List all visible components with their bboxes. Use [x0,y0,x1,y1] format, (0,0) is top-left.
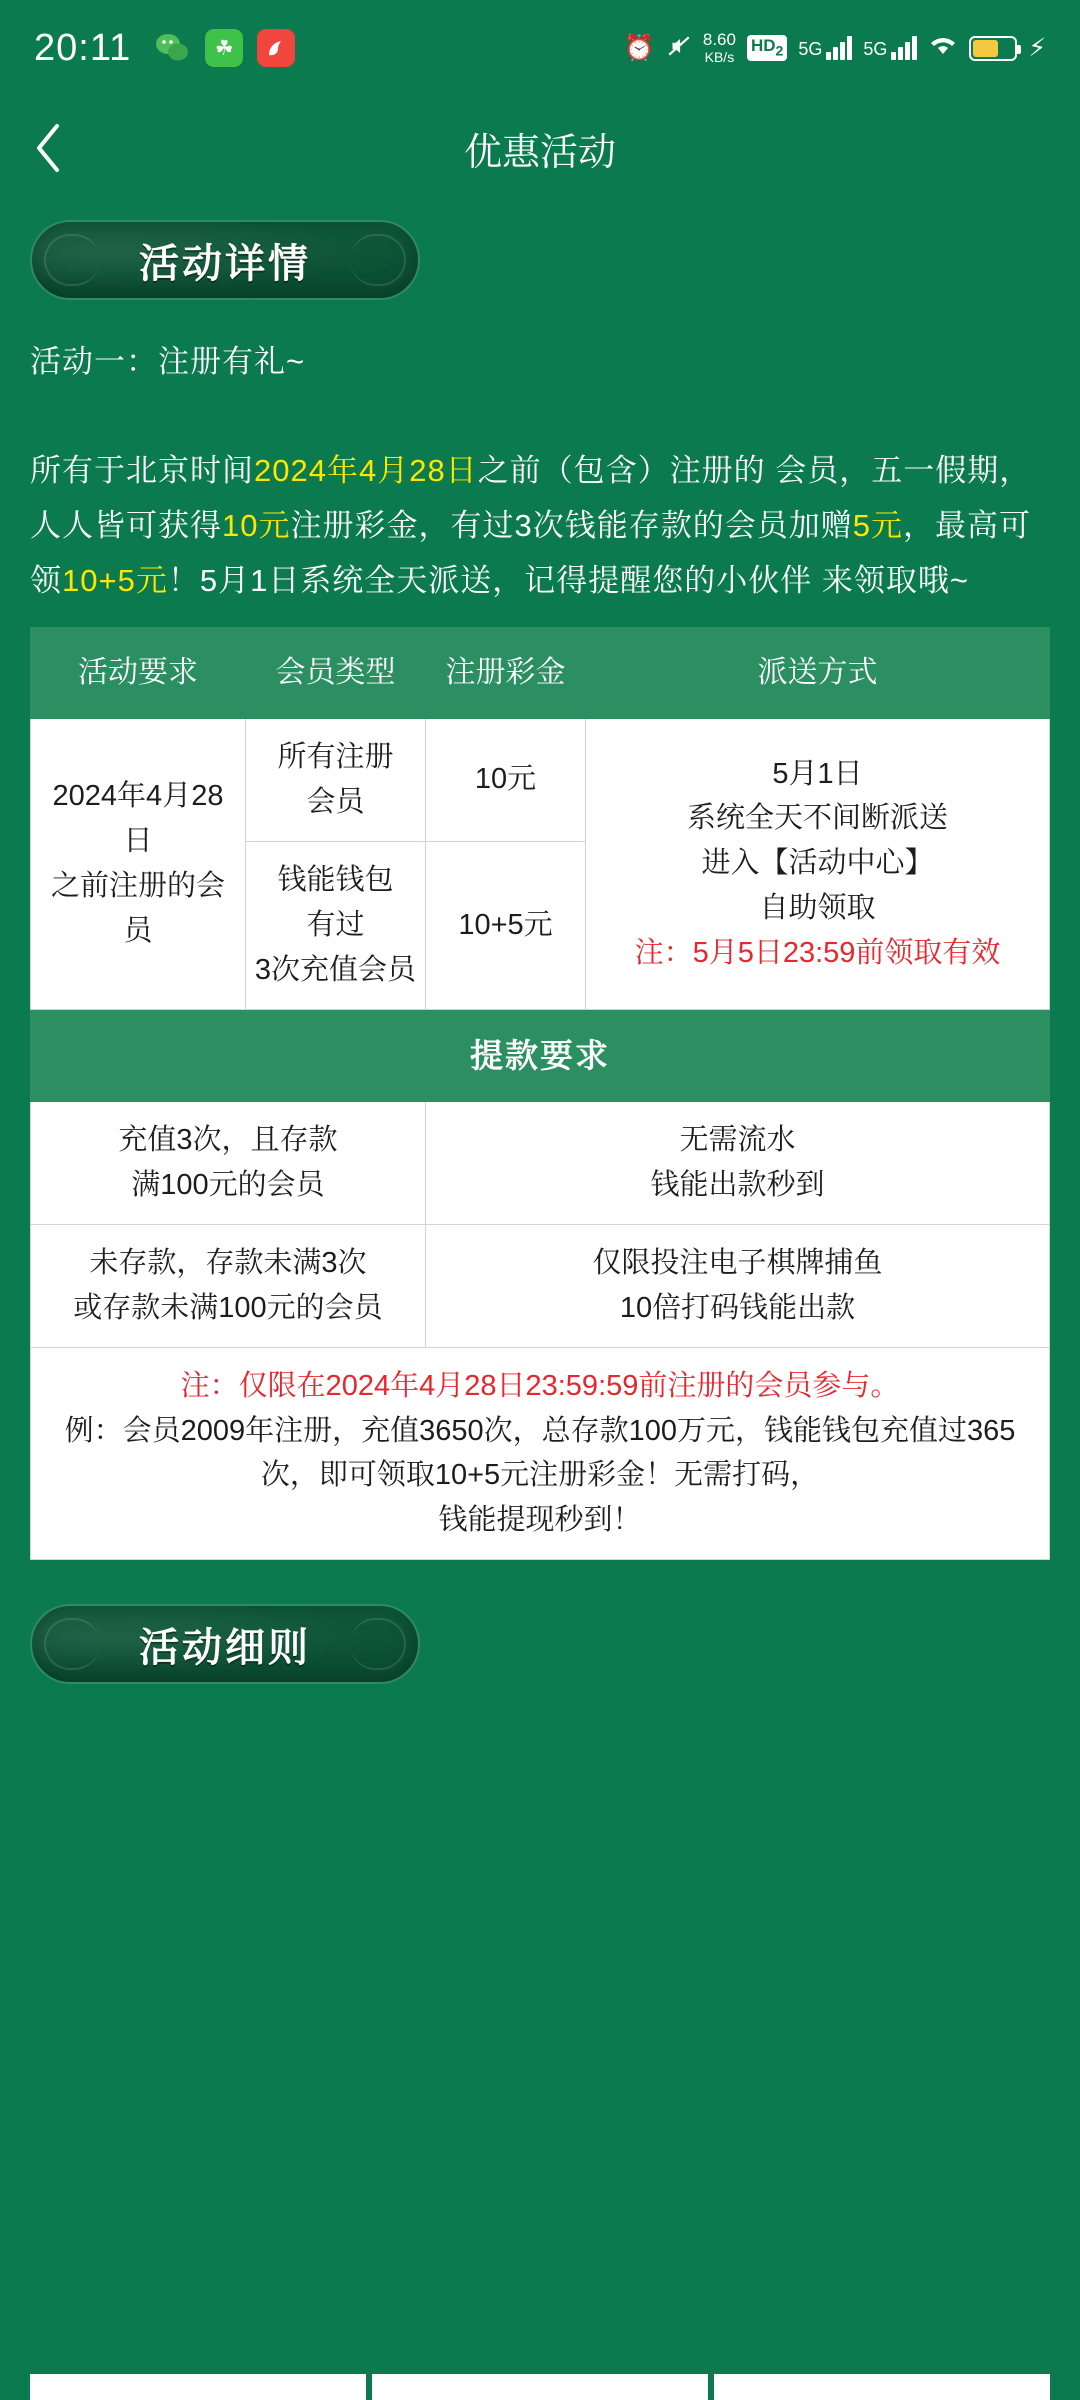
status-app-icons [153,29,295,67]
red-app-icon [257,29,295,67]
sim2-bars [891,36,917,60]
status-time: 20:11 [34,26,132,69]
title-bar [0,96,1080,200]
section-tag-rules [30,1604,420,1684]
table-footnote [31,1347,1050,1560]
delivery-line-1: 5月1日 [772,757,863,790]
sim2-label: 5G [863,39,888,59]
cell-requirement: 2024年4月28日 之前注册的会员 [31,719,246,1010]
cell-member-type-1: 所有注册 会员 [246,719,426,842]
intro-highlight: 5元 [852,508,903,544]
network-speed [703,31,736,65]
footnote-last: 钱能提现秒到！ [438,1504,642,1537]
bottom-partial-table [30,2374,1050,2400]
page-title: 优惠活动 [463,131,616,174]
table-row [31,1101,1050,1224]
mute-icon [666,33,692,64]
cell-delivery [586,719,1050,1010]
section-tag-rules-label: 活动细则 [139,1625,311,1670]
delivery-line-3: 进入【活动中心】 [701,847,934,880]
wechat-icon [153,29,191,67]
intro-highlight: 10元 [222,508,291,544]
sim1-label: 5G [798,39,823,59]
col-bonus: 注册彩金 [426,627,586,719]
withdraw-band-label: 提款要求 [31,1009,1050,1101]
col-delivery: 派送方式 [586,627,1050,719]
col-member-type: 会员类型 [246,627,426,719]
withdraw-right-1: 无需流水 钱能出款秒到 [426,1101,1050,1224]
sim2-signal [863,36,917,60]
col-requirement: 活动要求 [31,627,246,719]
sim1-signal [798,36,852,60]
battery-icon [969,36,1017,61]
withdraw-left-1: 充值3次，且存款 满100元的会员 [31,1101,426,1224]
delivery-line-4: 自助领取 [759,892,876,925]
main-content [0,220,1080,1684]
intro-highlight: 10+5元 [62,563,168,599]
footnote-example: 例：会员2009年注册，充值3650次，总存款100万元，钱能钱包充值过365次，即可领取10+5元注册彩金！无需打码， [64,1414,1016,1492]
table-row [31,719,1050,842]
network-speed-value: 8.60 [702,30,736,49]
cell-bonus-2: 10+5元 [426,841,586,1009]
green-app-icon: ☘ [205,29,243,67]
section-tag-details-label: 活动详情 [139,241,311,286]
table-header-row [31,627,1050,719]
withdraw-band [31,1009,1050,1101]
network-speed-unit: KB/s [704,49,735,65]
activity-intro: 所有于北京时间2024年4月28日之前（包含）注册的 会员，五一假期，人人皆可获得10元注册彩金，有过3次钱能存款的会员加赠5元，最高可领10+5元！5月1日系统全天派送，记得提醒您的小伙伴 来领取哦~ [30,453,1032,599]
activity-subtitle: 活动一：注册有礼~ [30,344,306,379]
activity-table [30,627,1050,1561]
section-tag-details [30,220,420,300]
delivery-note: 注：5月5日23:59前领取有效 [634,937,1001,970]
withdraw-left-2: 未存款，存款未满3次 或存款未满100元的会员 [31,1224,426,1347]
intro-highlight: 2024年4月28日 [254,453,478,488]
status-bar [0,0,1080,96]
cell-member-type-2: 钱能钱包 有过 3次充值会员 [246,841,426,1009]
alarm-icon: ⏰ [623,33,655,62]
footnote-red: 注：仅限在2024年4月28日23:59:59前注册的会员参与。 [180,1369,900,1402]
status-right-icons [624,31,1046,65]
table-row [31,1224,1050,1347]
hd-icon: $HD_2$ [747,35,787,60]
table-footnote-row [31,1347,1050,1560]
charging-bolt-icon: ⚡ [1028,33,1046,62]
wifi-icon [928,34,958,63]
withdraw-right-2: 仅限投注电子棋牌捕鱼 10倍打码钱能出款 [426,1224,1050,1347]
delivery-line-2: 系统全天不间断派送 [686,802,948,835]
cell-bonus-1: 10元 [426,719,586,842]
sim1-bars [826,36,852,60]
